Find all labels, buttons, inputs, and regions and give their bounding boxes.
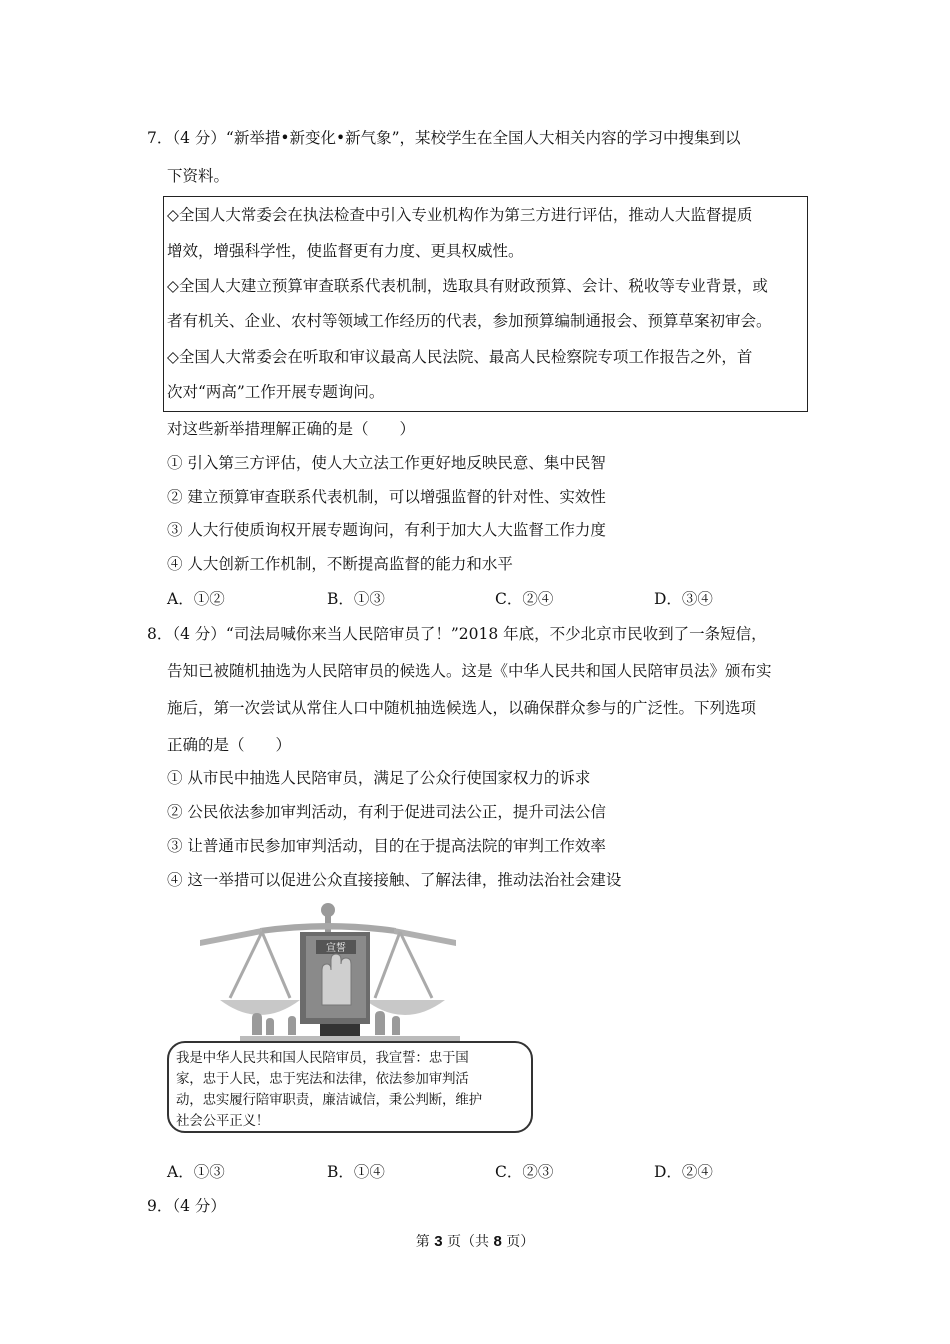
q7-box-line2: 增效，增强科学性，使监督更有力度、更具权威性。 [167,242,524,260]
q8-title-line3: 施后，第一次尝试从常住人口中随机抽选候选人，以确保群众参与的广泛性。下列选项 [167,699,757,717]
oath-line-2: 家，忠于人民，忠于宪法和法律，依法参加审判活 [176,1071,469,1087]
q8-option-a[interactable]: A．①③ [167,1163,225,1181]
q8-item-4: ④ 这一举措可以促进公众直接接触、了解法律，推动法治社会建设 [167,871,622,889]
justice-scale-illustration [170,900,540,1045]
q8-option-c[interactable]: C．②③ [495,1163,554,1181]
page-footer [0,1231,950,1251]
footer-mid: 页（共 [442,1234,494,1250]
footer-total-pages: 8 [493,1233,502,1250]
q7-box-line1: ◇全国人大常委会在执法检查中引入专业机构作为第三方进行评估，推动人大监督提质 [167,206,753,224]
q9-title: 9．（4 分） [147,1197,226,1215]
q7-option-d[interactable]: D．③④ [654,590,713,608]
q7-title-line2: 下资料。 [167,167,230,185]
q7-option-b[interactable]: B．①③ [327,590,385,608]
q7-item-3: ③ 人大行使质询权开展专题询问，有利于加大人大监督工作力度 [167,521,606,539]
oath-speech-bubble [167,1041,533,1133]
oath-line-4: 社会公平正义！ [176,1113,270,1129]
q8-title-line2: 告知已被随机抽选为人民陪审员的候选人。这是《中华人民共和国人民陪审员法》颁布实 [167,662,772,680]
q7-item-1: ① 引入第三方评估，使人大立法工作更好地反映民意、集中民智 [167,454,606,472]
q7-option-a[interactable]: A．①② [167,590,225,608]
q7-box-line6: 次对“两高”工作开展专题询问。 [167,383,385,401]
q7-box-line5: ◇全国人大常委会在听取和审议最高人民法院、最高人民检察院专项工作报告之外，首 [167,348,753,366]
oath-line-3: 动，忠实履行陪审职责，廉洁诚信，秉公判断，维护 [176,1092,482,1108]
q8-title-line4: 正确的是（ ） [167,736,292,754]
footer-suffix: 页） [501,1234,535,1250]
q8-item-3: ③ 让普通市民参加审判活动，目的在于提高法院的审判工作效率 [167,837,606,855]
q8-option-b[interactable]: B．①④ [327,1163,385,1181]
footer-page-number: 3 [434,1233,443,1250]
q7-item-2: ② 建立预算审查联系代表机制，可以增强监督的针对性、实效性 [167,488,606,506]
q7-option-c[interactable]: C．②④ [495,590,554,608]
q7-title-line1: 7．（4 分）“新举措•新变化•新气象”，某校学生在全国人大相关内容的学习中搜集到以 [147,129,741,147]
q7-material-box [163,196,808,412]
oath-line-1: 我是中华人民共和国人民陪审员，我宣誓：忠于国 [176,1050,469,1066]
q7-box-line4: 者有机关、企业、农村等领域工作经历的代表，参加预算编制通报会、预算草案初审会。 [167,312,772,330]
q8-item-2: ② 公民依法参加审判活动，有利于促进司法公正，提升司法公信 [167,803,606,821]
q8-option-d[interactable]: D．②④ [654,1163,713,1181]
q7-item-4: ④ 人大创新工作机制，不断提高监督的能力和水平 [167,555,513,573]
q7-stem: 对这些新举措理解正确的是（ ） [167,420,416,438]
footer-prefix: 第 [415,1234,435,1250]
q8-item-1: ① 从市民中抽选人民陪审员，满足了公众行使国家权力的诉求 [167,769,591,787]
q8-title-line1: 8．（4 分）“司法局喊你来当人民陪审员了！”2018 年底，不少北京市民收到了一条短信， [147,625,767,643]
book-label: 宣誓 [326,943,346,954]
q7-box-line3: ◇全国人大建立预算审查联系代表机制，选取具有财政预算、会计、税收等专业背景，或 [167,277,768,295]
